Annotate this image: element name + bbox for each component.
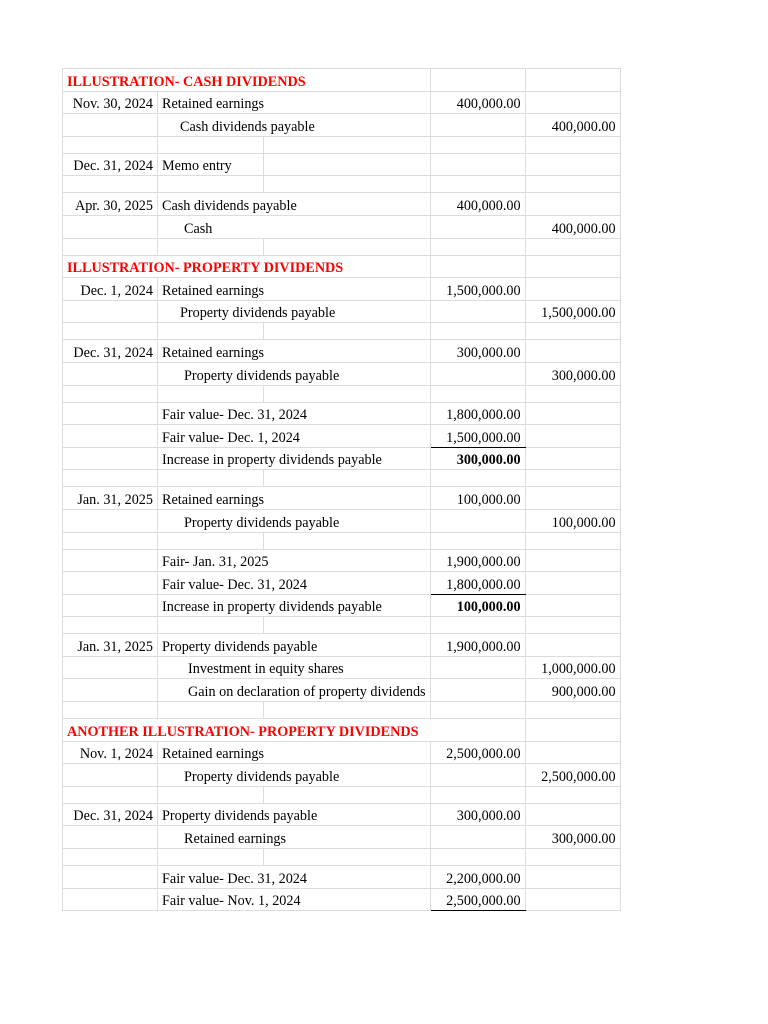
table-row [63, 866, 621, 889]
table-row [63, 447, 621, 470]
section-header-row [63, 69, 621, 92]
entry-date: Jan. 31, 2025 [63, 634, 158, 657]
account-name: Fair value- Nov. 1, 2024 [158, 888, 431, 911]
table-row [63, 572, 621, 595]
account-name: Cash dividends payable [158, 193, 431, 216]
entry-date: Nov. 1, 2024 [63, 741, 158, 764]
account-name: Gain on declaration of property dividends [158, 679, 431, 702]
debit-amount: 400,000.00 [430, 193, 525, 216]
account-name: Property dividends payable [158, 764, 431, 787]
table-row [63, 549, 621, 572]
debit-amount: 1,800,000.00 [430, 402, 525, 425]
entry-date: Nov. 30, 2024 [63, 91, 158, 114]
account-name: Property dividends payable [158, 803, 431, 826]
total-amount: 300,000.00 [430, 447, 525, 470]
credit-amount: 300,000.00 [525, 826, 620, 849]
section-title: ANOTHER ILLUSTRATION- PROPERTY DIVIDENDS [63, 719, 526, 742]
entry-date: Dec. 31, 2024 [63, 803, 158, 826]
account-name: Property dividends payable [158, 300, 431, 323]
account-name: Retained earnings [158, 741, 431, 764]
table-row [63, 215, 621, 238]
table-row [63, 91, 621, 114]
account-name: Fair value- Dec. 31, 2024 [158, 866, 431, 889]
debit-amount: 300,000.00 [430, 340, 525, 363]
table-row [63, 300, 621, 323]
table-row [63, 340, 621, 363]
account-name: Fair value- Dec. 31, 2024 [158, 572, 431, 595]
credit-amount: 400,000.00 [525, 114, 620, 137]
debit-amount: 2,200,000.00 [430, 866, 525, 889]
account-name: Retained earnings [158, 91, 431, 114]
table-row [63, 656, 621, 679]
table-row [63, 764, 621, 787]
credit-amount: 1,000,000.00 [525, 656, 620, 679]
table-row [63, 888, 621, 911]
debit-amount: 1,800,000.00 [430, 572, 525, 595]
table-row [63, 362, 621, 385]
account-name: Retained earnings [158, 826, 431, 849]
table-row [63, 425, 621, 448]
table-row [63, 826, 621, 849]
table-row [63, 679, 621, 702]
table-row [63, 741, 621, 764]
credit-amount: 300,000.00 [525, 362, 620, 385]
account-name: Cash dividends payable [158, 114, 431, 137]
debit-amount: 1,900,000.00 [430, 549, 525, 572]
debit-amount: 300,000.00 [430, 803, 525, 826]
account-name: Retained earnings [158, 278, 431, 301]
account-name: Fair value- Dec. 31, 2024 [158, 402, 431, 425]
account-name: Retained earnings [158, 340, 431, 363]
credit-amount: 100,000.00 [525, 509, 620, 532]
entry-date: Dec. 31, 2024 [63, 153, 158, 176]
debit-amount: 1,500,000.00 [430, 278, 525, 301]
account-name: Cash [158, 215, 431, 238]
table-row [63, 402, 621, 425]
entry-date: Jan. 31, 2025 [63, 487, 158, 510]
account-name: Fair- Jan. 31, 2025 [158, 549, 431, 572]
credit-amount: 2,500,000.00 [525, 764, 620, 787]
account-name: Fair value- Dec. 1, 2024 [158, 425, 431, 448]
section-title: ILLUSTRATION- CASH DIVIDENDS [63, 69, 431, 92]
debit-amount: 2,500,000.00 [430, 741, 525, 764]
total-amount: 100,000.00 [430, 594, 525, 617]
debit-amount: 1,500,000.00 [430, 425, 525, 448]
section-title: ILLUSTRATION- PROPERTY DIVIDENDS [63, 255, 431, 278]
account-name: Property dividends payable [158, 362, 431, 385]
debit-amount: 400,000.00 [430, 91, 525, 114]
entry-date: Dec. 31, 2024 [63, 340, 158, 363]
debit-amount: 100,000.00 [430, 487, 525, 510]
entry-date: Dec. 1, 2024 [63, 278, 158, 301]
account-name: Property dividends payable [158, 634, 431, 657]
section-header-row [63, 719, 621, 742]
table-row [63, 153, 621, 176]
account-name: Investment in equity shares [158, 656, 431, 679]
table-row [63, 509, 621, 532]
credit-amount: 900,000.00 [525, 679, 620, 702]
credit-amount: 1,500,000.00 [525, 300, 620, 323]
table-row [63, 278, 621, 301]
section-header-row [63, 255, 621, 278]
table-row [63, 803, 621, 826]
table-row [63, 193, 621, 216]
account-name: Memo entry [158, 153, 264, 176]
table-row [63, 114, 621, 137]
debit-amount: 1,900,000.00 [430, 634, 525, 657]
account-name: Property dividends payable [158, 509, 431, 532]
debit-amount: 2,500,000.00 [430, 888, 525, 911]
table-row [63, 634, 621, 657]
table-row [63, 487, 621, 510]
account-name: Increase in property dividends payable [158, 447, 431, 470]
journal-entries-sheet [62, 68, 621, 911]
table-row [63, 594, 621, 617]
account-name: Increase in property dividends payable [158, 594, 431, 617]
credit-amount: 400,000.00 [525, 215, 620, 238]
entry-date: Apr. 30, 2025 [63, 193, 158, 216]
account-name: Retained earnings [158, 487, 431, 510]
